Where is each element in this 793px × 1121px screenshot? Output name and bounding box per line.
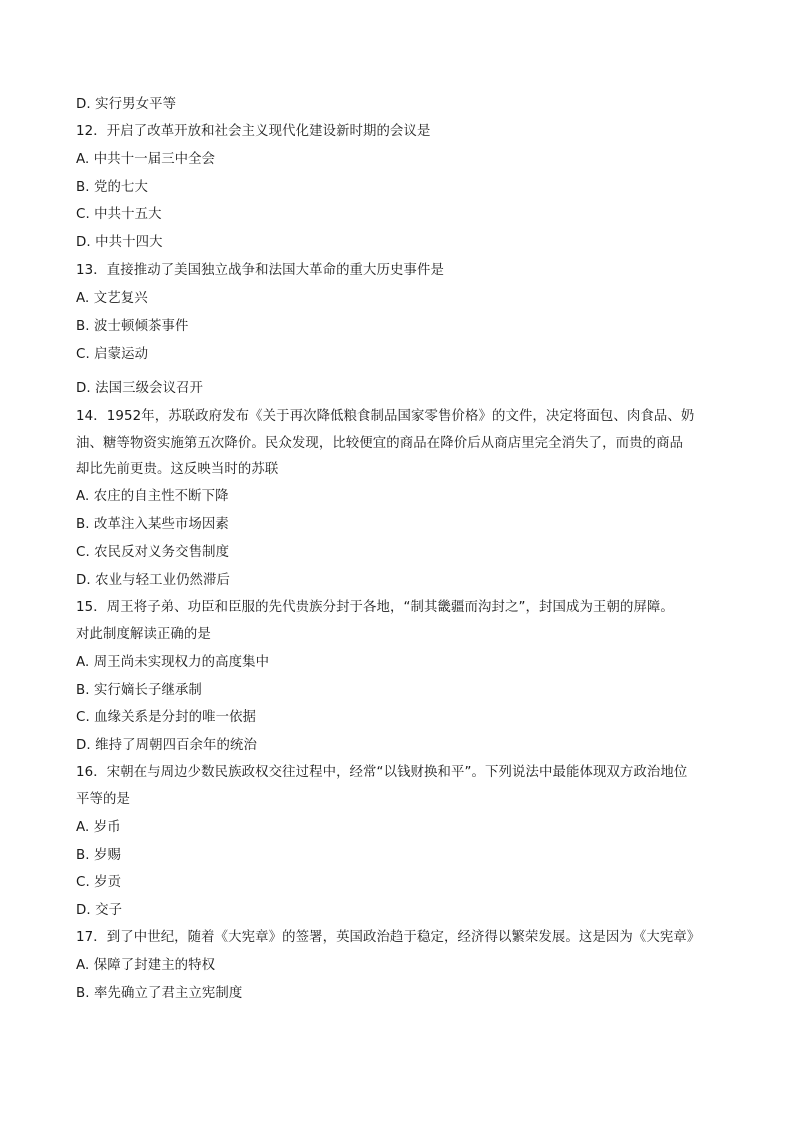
q13-option-d: D. 法国三级会议召开 [76, 381, 204, 396]
q17-option-b: B. 率先确立了君主立宪制度 [76, 986, 243, 1001]
q16-option-c: C. 岁贡 [76, 875, 122, 890]
q16-stem-line-2: 平等的是 [76, 792, 130, 807]
q11-option-d: D. 实行男女平等 [76, 97, 177, 112]
q15-option-a: A. 周王尚未实现权力的高度集中 [76, 655, 270, 670]
q17-option-a: A. 保障了封建主的特权 [76, 958, 216, 973]
q16-option-b: B. 岁赐 [76, 848, 121, 863]
q12-stem: 12．开启了改革开放和社会主义现代化建设新时期的会议是 [76, 124, 431, 139]
q12-option-a: A. 中共十一届三中全会 [76, 152, 216, 167]
q14-stem-line-3: 却比先前更贵。这反映当时的苏联 [76, 462, 279, 477]
q13-option-b: B. 波士顿倾茶事件 [76, 319, 189, 334]
q16-option-a: A. 岁币 [76, 820, 121, 835]
q12-option-b: B. 党的七大 [76, 180, 148, 195]
q14-option-b: B. 改革注入某些市场因素 [76, 517, 229, 532]
q15-option-d: D. 维持了周朝四百余年的统治 [76, 738, 258, 753]
q16-option-d: D. 交子 [76, 903, 123, 918]
q17-stem: 17．到了中世纪，随着《大宪章》的签署，英国政治趋于稳定，经济得以繁荣发展。这是因为《大宪章》 [76, 930, 701, 945]
q14-stem-line-1: 14．1952年，苏联政府发布《关于再次降低粮食制品国家零售价格》的文件，决定将面包、肉食品、奶 [76, 409, 695, 424]
q14-option-c: C. 农民反对义务交售制度 [76, 545, 230, 560]
q14-option-a: A. 农庄的自主性不断下降 [76, 489, 229, 504]
q14-stem-line-2: 油、糖等物资实施第五次降价。民众发现，比较便宜的商品在降价后从商店里完全消失了，而贵的商品 [76, 436, 684, 451]
q15-option-b: B. 实行嫡长子继承制 [76, 683, 202, 698]
q15-option-c: C. 血缘关系是分封的唯一依据 [76, 710, 257, 725]
q16-stem-line-1: 16．宋朝在与周边少数民族政权交往过程中，经常“以钱财换和平”。下列说法中最能体现双方政治地位 [76, 765, 688, 780]
q12-option-d: D. 中共十四大 [76, 235, 163, 250]
q13-stem: 13．直接推动了美国独立战争和法国大革命的重大历史事件是 [76, 263, 444, 278]
q15-stem-line-1: 15．周王将子弟、功臣和臣服的先代贵族分封于各地，“制其畿疆而沟封之”，封国成为王朝的屏障。 [76, 600, 674, 615]
q15-stem-line-2: 对此制度解读正确的是 [76, 627, 211, 642]
q13-option-a: A. 文艺复兴 [76, 291, 148, 306]
q12-option-c: C. 中共十五大 [76, 207, 162, 222]
q13-option-c: C. 启蒙运动 [76, 347, 149, 362]
q14-option-d: D. 农业与轻工业仍然滞后 [76, 573, 231, 588]
